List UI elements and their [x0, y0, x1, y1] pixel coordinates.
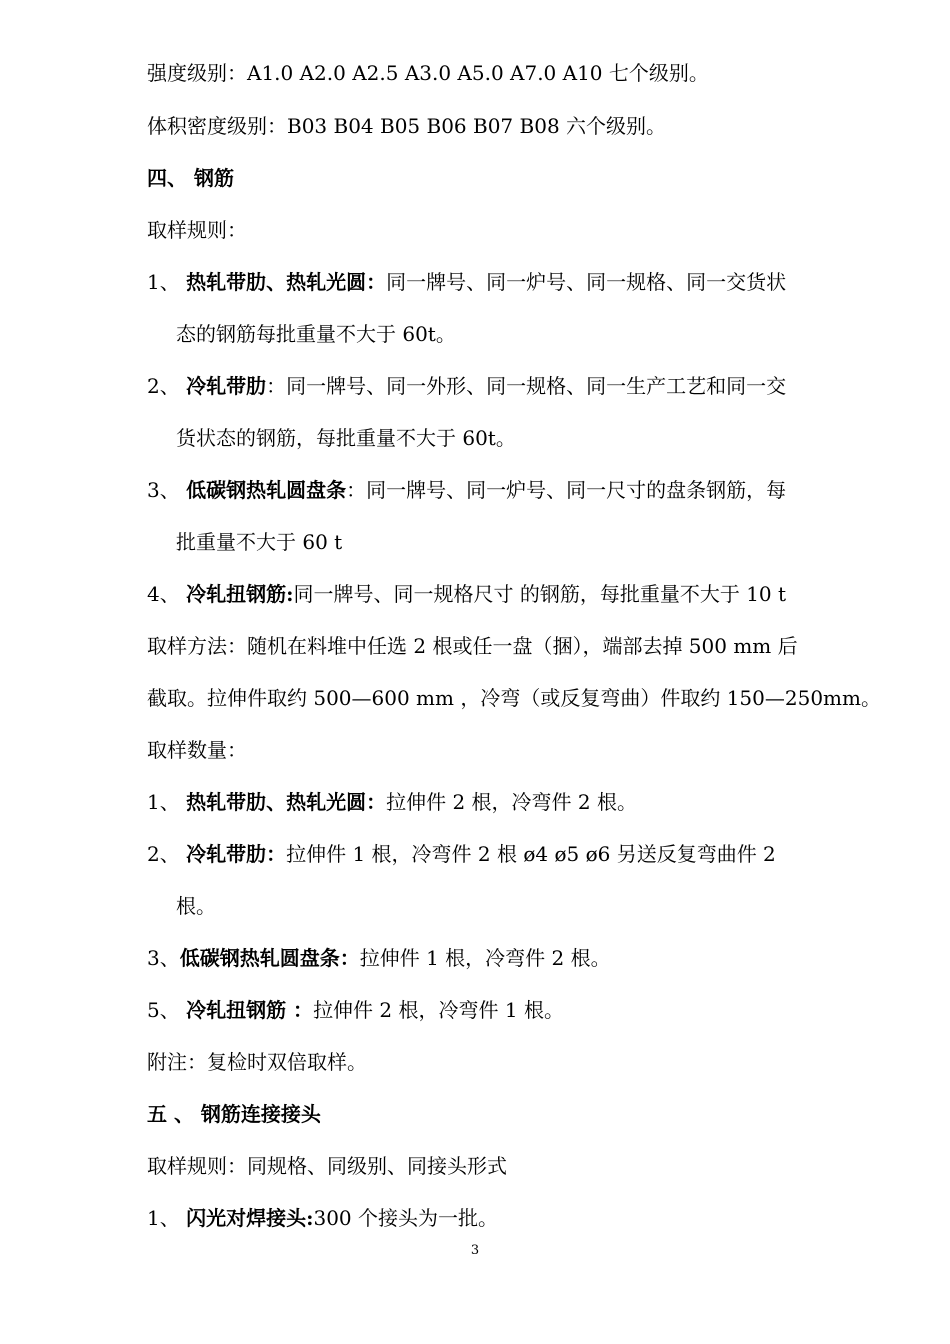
item-number: 3、: [147, 946, 180, 970]
appendix-note: 附注：复检时双倍取样。: [147, 1050, 367, 1074]
item-term: 冷轧扭钢筋 ：: [186, 998, 314, 1022]
item-term: 低碳钢热轧圆盘条：: [179, 946, 360, 970]
item-number: 3、: [147, 478, 187, 502]
item-number: 5、: [147, 998, 187, 1022]
item-text: 300 个接头为一批。: [313, 1206, 499, 1230]
item-text: 同一牌号、同一规格尺寸 的钢筋，每批重量不大于 10 t: [293, 582, 787, 606]
item-text: ：同一牌号、同一外形、同一规格、同一生产工艺和同一交: [266, 374, 787, 398]
sampling-method-line: 取样方法：随机在料堆中任选 2 根或任一盘（捆），端部去掉 500 mm 后: [147, 634, 798, 658]
item-text: 拉伸件 2 根，冷弯件 2 根。: [386, 790, 637, 814]
joint-sampling-rules: 取样规则：同规格、同级别、同接头形式: [147, 1154, 507, 1178]
sampling-rules-label: 取样规则：: [147, 218, 247, 242]
item-text: 拉伸件 1 根，冷弯件 2 根。: [359, 946, 611, 970]
rule-item-4: [147, 581, 786, 607]
quantity-item-2: [147, 841, 776, 867]
quantity-item-2-cont: 根。: [176, 894, 216, 918]
rule-item-3: [147, 477, 786, 503]
strength-grade-line: 强度级别：A1.0 A2.0 A2.5 A3.0 A5.0 A7.0 A10 七个级别。: [147, 61, 709, 85]
item-text: ：同一牌号、同一炉号、同一尺寸的盘条钢筋，每: [346, 478, 787, 502]
item-term: 冷轧扭钢筋:: [186, 582, 294, 606]
item-text: 同一牌号、同一炉号、同一规格、同一交货状: [386, 270, 787, 294]
section-5-heading: 五 、 钢筋连接接头: [147, 1102, 321, 1126]
rule-item-2: [147, 373, 786, 399]
item-text: 拉伸件 1 根，冷弯件 2 根 ø4 ø5 ø6 另送反复弯曲件 2: [286, 842, 776, 866]
quantity-item-1: [147, 789, 637, 815]
item-term: 冷轧带肋: [186, 374, 267, 398]
item-number: 1、: [147, 270, 187, 294]
rule-item-3-cont: 批重量不大于 60 t: [176, 530, 343, 554]
joint-item-1: [147, 1205, 498, 1231]
item-number: 2、: [147, 842, 187, 866]
item-number: 1、: [147, 790, 187, 814]
item-number: 2、: [147, 374, 187, 398]
item-text: 拉伸件 2 根，冷弯件 1 根。: [313, 998, 564, 1022]
quantity-item-3: [147, 945, 611, 971]
section-4-heading: 四、 钢筋: [147, 166, 234, 190]
sampling-quantity-label: 取样数量：: [147, 738, 247, 762]
item-term: 热轧带肋、热轧光圆：: [186, 790, 387, 814]
item-term: 热轧带肋、热轧光圆：: [186, 270, 387, 294]
density-grade-line: 体积密度级别：B03 B04 B05 B06 B07 B08 六个级别。: [147, 114, 667, 138]
item-term: 冷轧带肋：: [186, 842, 287, 866]
rule-item-1: [147, 269, 786, 295]
item-number: 4、: [147, 582, 187, 606]
quantity-item-5: [147, 997, 564, 1023]
rule-item-1-cont: 态的钢筋每批重量不大于 60t。: [176, 322, 456, 346]
item-term: 闪光对焊接头:: [186, 1206, 314, 1230]
sampling-method-cont: 截取。拉伸件取约 500—600 mm ，冷弯（或反复弯曲）件取约 150—250mm。: [147, 686, 881, 710]
page-number: 3: [470, 1243, 480, 1258]
item-number: 1、: [147, 1206, 187, 1230]
rule-item-2-cont: 货状态的钢筋，每批重量不大于 60t。: [176, 426, 516, 450]
item-term: 低碳钢热轧圆盘条: [186, 478, 347, 502]
